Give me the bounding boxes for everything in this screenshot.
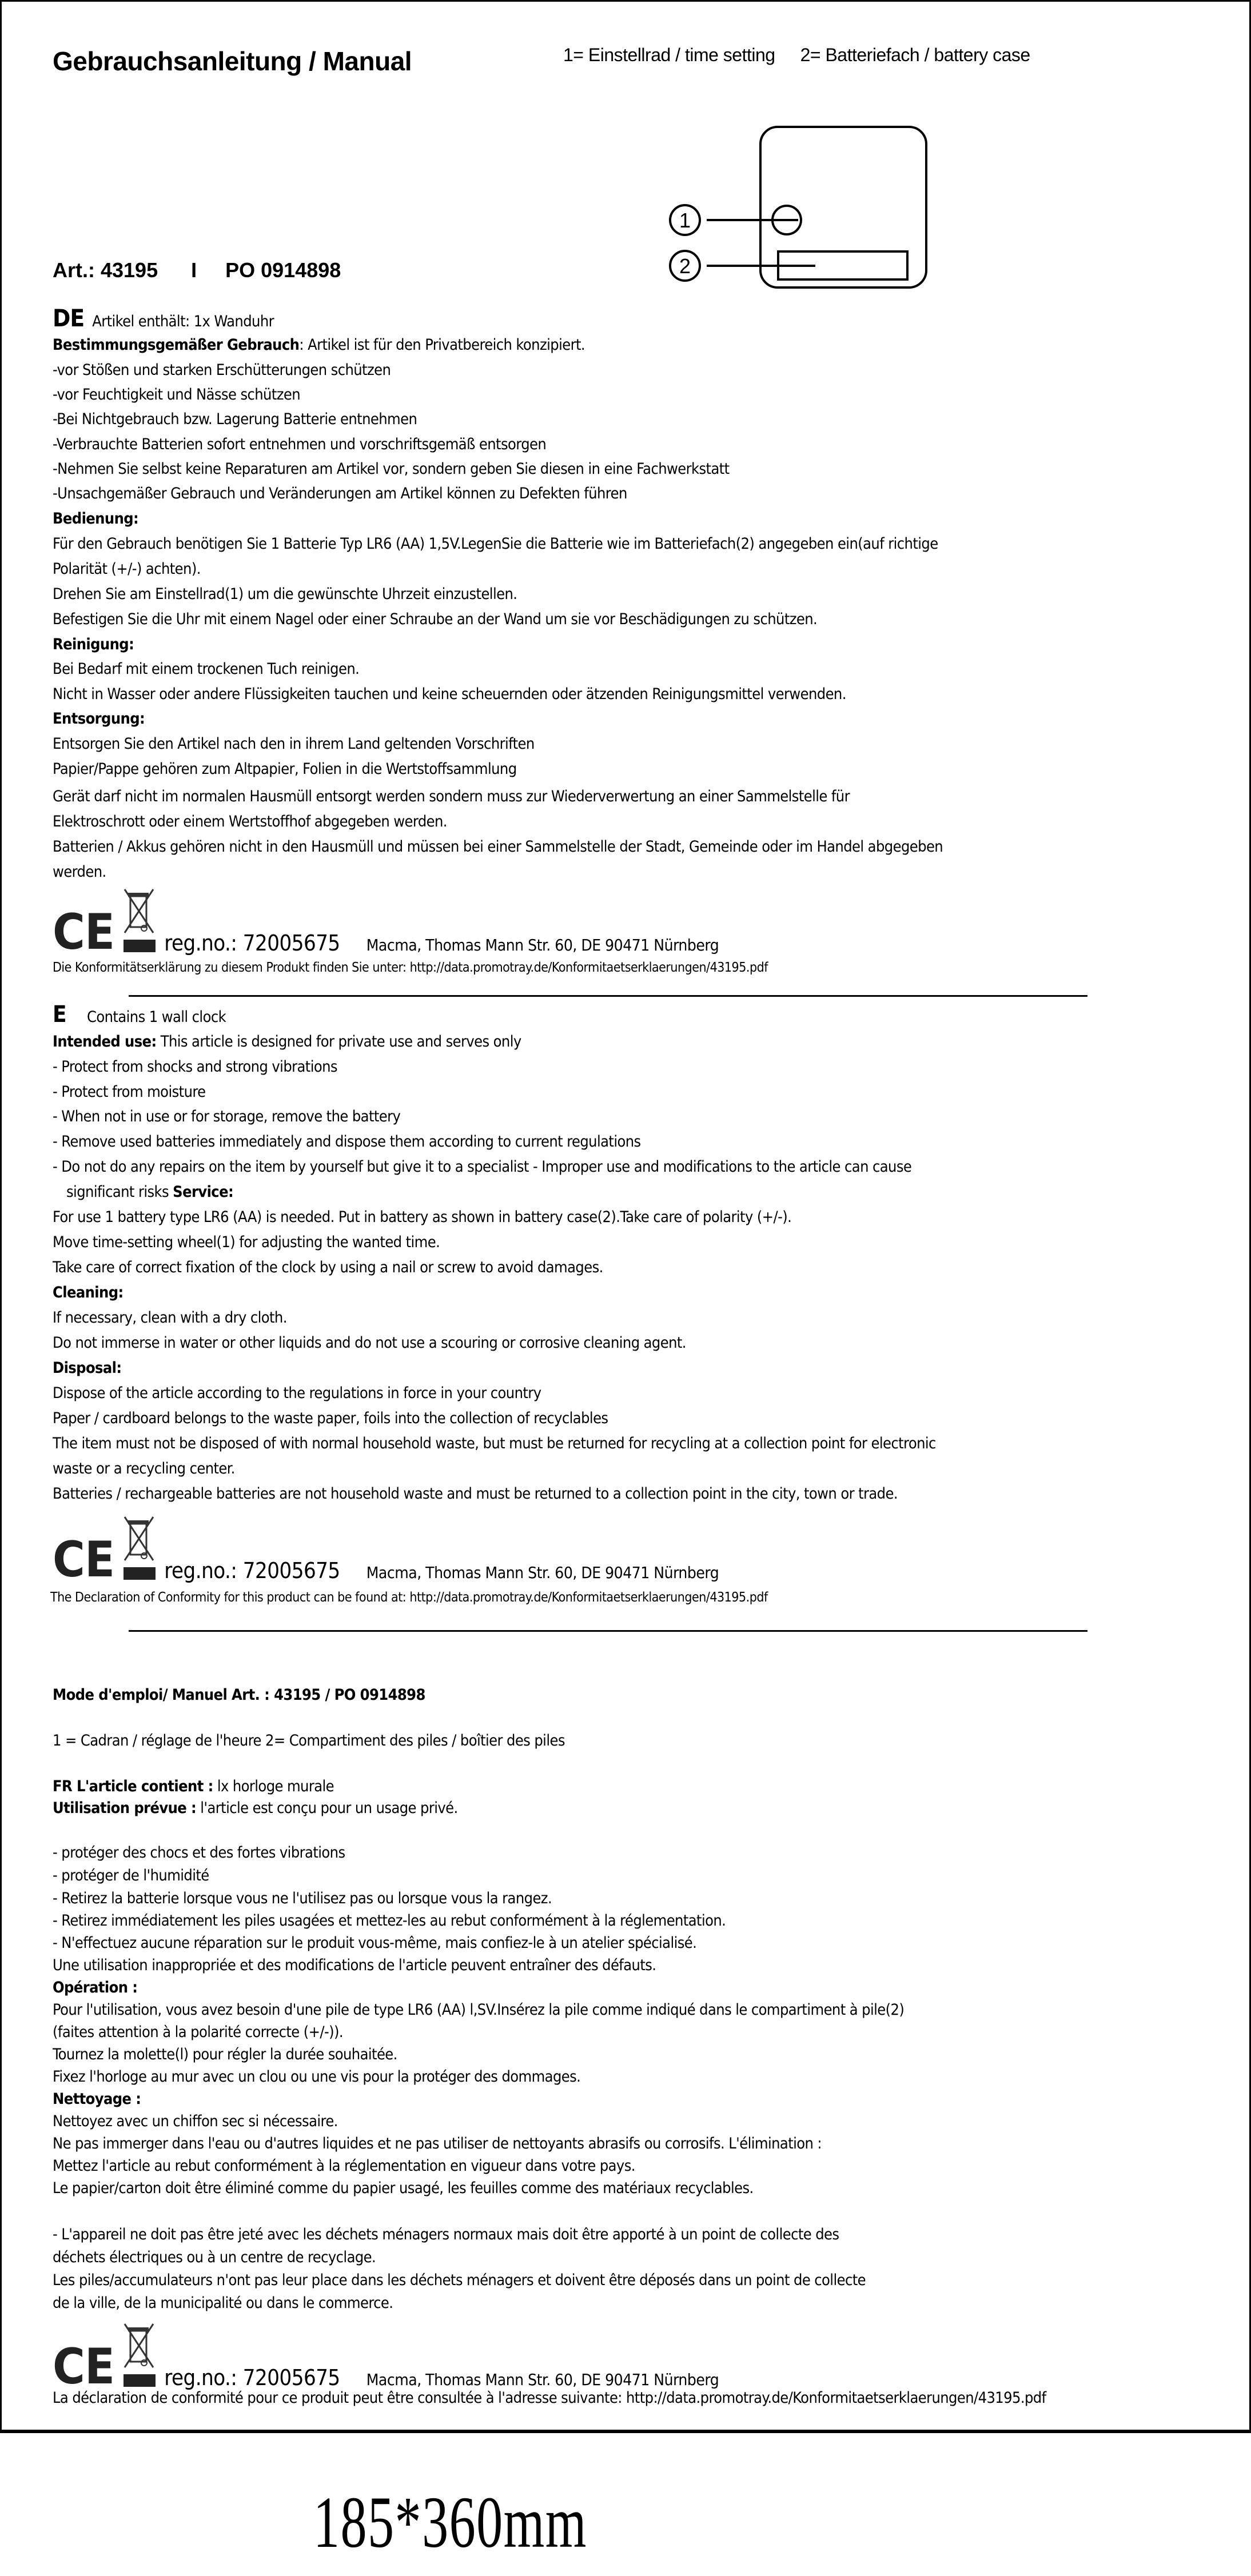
de-operation-text: Polarität (+/-) achten).: [53, 560, 201, 578]
de-cleaning-heading: [53, 636, 134, 653]
fr-intended-label: Utilisation prévue :: [53, 1799, 197, 1817]
weee-bin-icon: [120, 2322, 160, 2390]
print-size-label: 185*360mm: [313, 2482, 587, 2563]
fr-cleaning-heading: [53, 2090, 141, 2108]
en-disposal-heading: [53, 1359, 122, 1377]
de-warning: -vor Feuchtigkeit und Nässe schützen: [53, 386, 301, 404]
fr-warning: - Retirez immédiatement les piles usagées et mettez-les au rebut conformément à la réglementation.: [53, 1912, 726, 1930]
fr-intended-use: [53, 1799, 458, 1817]
de-operation-text: Für den Gebrauch benötigen Sie 1 Batterie Typ LR6 (AA) 1,5V.LegenSie die Batterie wie im Batteriefach(2) angegeben ein(auf richtige: [53, 535, 938, 553]
callout-number-2: 2: [679, 254, 691, 278]
fr-operation-label: Opération :: [53, 1979, 138, 1996]
fr-warning: Une utilisation inappropriée et des modifications de l'article peuvent entraîner des défauts.: [53, 1956, 656, 1974]
legend-battery-case: 2= Batteriefach / battery case: [800, 45, 1030, 65]
de-cleaning-label: Reinigung:: [53, 636, 134, 653]
article-label: Art.: 43195: [53, 258, 158, 282]
fr-warning: - protéger de l'humidité: [53, 1867, 209, 1884]
de-warning: -Nehmen Sie selbst keine Reparaturen am Artikel vor, sondern geben Sie diesen in eine Fachwerkstatt: [53, 460, 730, 478]
en-service-label: Service:: [173, 1183, 234, 1201]
en-warning: - Protect from moisture: [53, 1083, 206, 1101]
de-disposal-text: Batterien / Akkus gehören nicht in den Hausmüll und müssen bei einer Sammelstelle der Stadt, Gemeinde oder im Handel abgegeben: [53, 838, 943, 856]
en-conformity-link[interactable]: The Declaration of Conformity for this product can be found at: http://data.promotray.de/Konformitaetserklaerungen/43195.pdf: [50, 1590, 768, 1605]
clock-body-outline: [760, 127, 926, 287]
en-cleaning-label: Cleaning:: [53, 1284, 123, 1301]
en-disposal-label: Disposal:: [53, 1359, 122, 1377]
de-intended-text: : Artikel ist für den Privatbereich konzipiert.: [299, 336, 585, 354]
manufacturer-address: Macma, Thomas Mann Str. 60, DE 90471 Nürnberg: [366, 936, 719, 954]
fr-legend: 1 = Cadran / réglage de l'heure 2= Compartiment des piles / boîtier des piles: [53, 1732, 565, 1750]
en-cleaning-text: If necessary, clean with a dry cloth.: [53, 1309, 287, 1327]
po-number: PO 0914898: [225, 258, 341, 282]
en-disposal-text: waste or a recycling center.: [53, 1460, 235, 1477]
en-warning-continued: [66, 1183, 233, 1201]
article-number: [53, 258, 341, 282]
fr-warning: - protéger des chocs et des fortes vibrations: [53, 1844, 345, 1862]
weee-bin-icon: [120, 1515, 160, 1583]
en-service-text: For use 1 battery type LR6 (AA) is needed. Put in battery as shown in battery case(2).Take care of polarity (+/-).: [53, 1208, 792, 1226]
fr-disposal-text: Les piles/accumulateurs n'ont pas leur place dans les déchets ménagers et doivent être déposés dans un point de collecte: [53, 2271, 866, 2289]
en-intended-use: [53, 1033, 521, 1051]
fr-intended-text: l'article est conçu pour un usage privé.: [196, 1799, 458, 1817]
en-intended-text: This article is designed for private use and serves only: [156, 1033, 521, 1051]
manufacturer-address: Macma, Thomas Mann Str. 60, DE 90471 Nürnberg: [366, 2370, 719, 2389]
diagram-legend: [563, 45, 1055, 66]
de-disposal-text: Entsorgen Sie den Artikel nach den in ihrem Land geltenden Vorschriften: [53, 735, 535, 753]
reg-number: reg.no.: 72005675: [164, 930, 340, 956]
fr-operation-heading: [53, 1979, 137, 1996]
reg-number: reg.no.: 72005675: [164, 1558, 340, 1583]
fr-title-text: Mode d'emploi/ Manuel Art. : 43195 / PO 0914898: [53, 1686, 425, 1704]
de-contents-line: [53, 304, 274, 332]
ce-mark-icon: [53, 887, 124, 956]
de-warning: -vor Stößen und starken Erschütterungen schützen: [53, 361, 391, 379]
en-contents: Contains 1 wall clock: [87, 1008, 226, 1026]
ce-mark-icon: [53, 1515, 124, 1583]
fr-disposal-text: déchets électriques ou à un centre de recyclage.: [53, 2248, 376, 2266]
legend-time-setting: 1= Einstellrad / time setting: [563, 45, 775, 65]
en-intended-label: Intended use:: [53, 1033, 157, 1051]
fr-cleaning-text: Nettoyez avec un chiffon sec si nécessaire.: [53, 2112, 338, 2130]
manufacturer-address: Macma, Thomas Mann Str. 60, DE 90471 Nürnberg: [366, 1563, 719, 1582]
de-disposal-text: Elektroschrott oder einem Wertstoffhof abgegeben werden.: [53, 813, 447, 830]
de-warning: -Verbrauchte Batterien sofort entnehmen und vorschriftsgemäß entsorgen: [53, 436, 547, 453]
en-service-text: Take care of correct fixation of the clock by using a nail or screw to avoid damages.: [53, 1259, 603, 1276]
de-disposal-text: Gerät darf nicht im normalen Hausmüll entsorgt werden sondern muss zur Wiederverwertung an einer Sammelstelle für: [53, 788, 850, 805]
en-compliance-marks: [53, 1515, 719, 1583]
fr-operation-text: Fixez l'horloge au mur avec un clou ou une vis pour la protéger des dommages.: [53, 2068, 581, 2086]
clock-back-diagram: [652, 120, 938, 297]
reg-number: reg.no.: 72005675: [164, 2365, 340, 2390]
fr-cleaning-text: Le papier/carton doit être éliminé comme du papier usagé, les feuilles comme des matériaux recyclables.: [53, 2179, 754, 2197]
ce-mark-text: CE: [53, 2338, 115, 2390]
de-disposal-text: werden.: [53, 863, 106, 881]
de-compliance-marks: [53, 887, 719, 956]
de-cleaning-text: Nicht in Wasser oder andere Flüssigkeiten tauchen und keine scheuernden oder ätzenden Reinigungsmittel verwenden.: [53, 685, 846, 703]
de-warning: -Unsachgemäßer Gebrauch und Veränderungen am Artikel können zu Defekten führen: [53, 485, 627, 502]
de-operation-text: Befestigen Sie die Uhr mit einem Nagel oder einer Schraube an der Wand um sie vor Beschädigungen zu schützen.: [53, 610, 818, 628]
en-disposal-text: Paper / cardboard belongs to the waste paper, foils into the collection of recyclables: [53, 1409, 608, 1427]
section-divider: [129, 995, 1087, 997]
en-disposal-text: The item must not be disposed of with normal household waste, but must be returned for recycling at a collection point for electronic: [53, 1435, 936, 1452]
fr-title: [53, 1686, 425, 1704]
fr-cleaning-label: Nettoyage :: [53, 2090, 141, 2108]
ce-mark-icon: [53, 2322, 124, 2390]
en-warning: - Remove used batteries immediately and dispose them according to current regulations: [53, 1133, 641, 1151]
de-disposal-label: Entsorgung:: [53, 710, 145, 728]
fr-warning: - Retirez la batterie lorsque vous ne l'utilisez pas ou lorsque vous la rangez.: [53, 1890, 552, 1907]
de-contents: Artikel enthält: 1x Wanduhr: [92, 313, 274, 330]
en-service-text: Move time-setting wheel(1) for adjusting the wanted time.: [53, 1233, 440, 1251]
weee-bin-icon: [120, 887, 160, 956]
de-operation-heading: [53, 510, 138, 528]
fr-disposal-text: de la ville, de la municipalité ou dans le commerce.: [53, 2294, 393, 2312]
en-contents-line: [53, 1001, 226, 1028]
section-divider: [129, 1630, 1087, 1632]
en-cleaning-text: Do not immerse in water or other liquids and do not use a scouring or corrosive cleaning agent.: [53, 1334, 686, 1352]
en-warning-cont-text: significant risks: [66, 1183, 173, 1201]
de-disposal-text: Papier/Pappe gehören zum Altpapier, Folien in die Wertstoffsammlung: [53, 760, 517, 778]
fr-contents: [53, 1778, 334, 1795]
en-disposal-text: Batteries / rechargeable batteries are not household waste and must be returned to a collection point in the city, town or trade.: [53, 1485, 898, 1503]
de-disposal-heading: [53, 710, 145, 728]
lang-code-de: DE: [53, 304, 85, 332]
article-separator: I: [191, 258, 197, 282]
fr-cleaning-text: Mettez l'article au rebut conformément à la réglementation en vigueur dans votre pays.: [53, 2157, 635, 2175]
en-cleaning-heading: [53, 1284, 123, 1301]
callout-number-1: 1: [679, 209, 691, 232]
de-intended-label: Bestimmungsgemäßer Gebrauch: [53, 336, 300, 354]
de-warning: -Bei Nichtgebrauch bzw. Lagerung Batterie entnehmen: [53, 410, 417, 428]
de-intended-use: [53, 336, 585, 354]
fr-operation-text: (faites attention à la polarité correcte (+/-)).: [53, 2023, 344, 2041]
ce-mark-text: CE: [53, 1531, 115, 1583]
fr-contents-text: lx horloge murale: [213, 1778, 334, 1795]
de-operation-label: Bedienung:: [53, 510, 139, 528]
de-conformity-link[interactable]: Die Konformitätserklärung zu diesem Produkt finden Sie unter: http://data.promotray.de/Konformitaetserklaerungen/43195.pdf: [53, 960, 768, 975]
en-warning: - When not in use or for storage, remove the battery: [53, 1108, 401, 1125]
fr-operation-text: Tournez la molette(l) pour régler la durée souhaitée.: [53, 2046, 397, 2063]
fr-cleaning-text: Ne pas immerger dans l'eau ou d'autres liquides et ne pas utiliser de nettoyants abrasifs ou corrosifs. L'élimination :: [53, 2135, 822, 2152]
en-warning: - Protect from shocks and strong vibrations: [53, 1058, 337, 1076]
en-disposal-text: Dispose of the article according to the regulations in force in your country: [53, 1384, 541, 1402]
de-cleaning-text: Bei Bedarf mit einem trockenen Tuch reinigen.: [53, 660, 360, 678]
en-warning: - Do not do any repairs on the item by yourself but give it to a specialist - Improper use and modifications to the article can cause: [53, 1158, 912, 1176]
fr-operation-text: Pour l'utilisation, vous avez besoin d'une pile de type LR6 (AA) l,SV.Insérez la pile comme indiqué dans le compartiment à pile(2): [53, 2001, 905, 2019]
fr-disposal-text: - L'appareil ne doit pas être jeté avec les déchets ménagers normaux mais doit être apporté à un point de collecte des: [53, 2226, 839, 2243]
fr-compliance-marks: [53, 2322, 719, 2390]
de-operation-text: Drehen Sie am Einstellrad(1) um die gewünschte Uhrzeit einzustellen.: [53, 585, 517, 603]
lang-code-en: E: [53, 1001, 66, 1028]
fr-warning: - N'effectuez aucune réparation sur le produit vous-même, mais confiez-le à un atelier spécialisé.: [53, 1934, 697, 1952]
fr-conformity-link[interactable]: La déclaration de conformité pour ce produit peut être consultée à l'adresse suivante: http://data.promotray.de/Konformitaetserklaerungen/43195.pdf: [53, 2389, 1046, 2407]
manual-title: Gebrauchsanleitung / Manual: [53, 46, 412, 76]
ce-mark-text: CE: [53, 904, 115, 956]
fr-contents-label: FR L'article contient :: [53, 1778, 213, 1795]
